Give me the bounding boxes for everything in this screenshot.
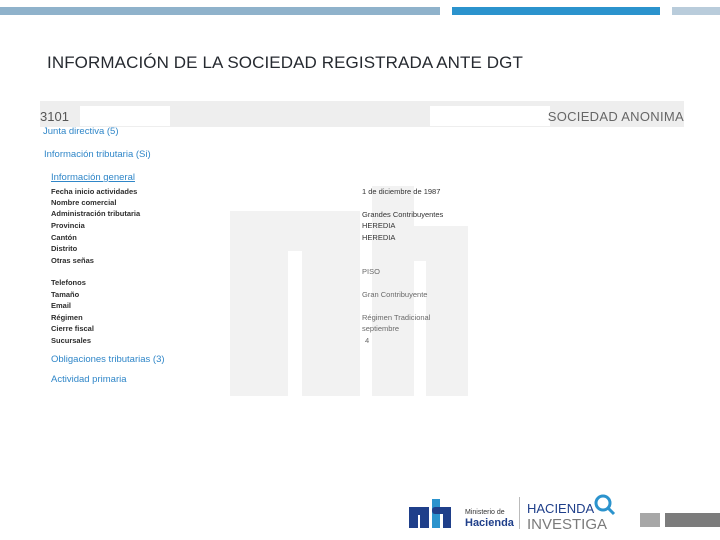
dgt-record-screenshot: [40, 101, 684, 391]
field-value: Régimen Tradicional: [362, 313, 431, 322]
field-label: Email: [51, 301, 72, 310]
hacienda-investiga-top: HACIENDA: [527, 501, 595, 516]
field-label: Cierre fiscal: [51, 324, 94, 333]
field-value: 4: [365, 336, 370, 345]
top-accent-bar-right: [672, 7, 720, 15]
actividad-primaria-link[interactable]: Actividad primaria: [51, 374, 127, 385]
field-label: Cantón: [51, 233, 77, 242]
footer-logos: [407, 493, 637, 533]
junta-directiva-link[interactable]: Junta directiva (5): [43, 126, 119, 137]
field-value: PISO: [362, 267, 380, 276]
top-accent-bar-middle: [452, 7, 660, 15]
field-value: HEREDIA: [362, 233, 396, 242]
field-label: Provincia: [51, 221, 85, 230]
field-label: Otras señas: [51, 256, 94, 265]
ministerio-line1: Ministerio de: [465, 509, 505, 516]
field-value: HEREDIA: [362, 221, 396, 230]
redacted-area: [80, 106, 170, 126]
cedula-number: 3101: [40, 109, 69, 124]
field-value: Grandes Contribuyentes: [362, 210, 444, 219]
hacienda-investiga-logo: [527, 496, 614, 533]
mh-watermark-logo: [230, 186, 490, 396]
hacienda-investiga-bottom: INVESTIGA: [527, 516, 608, 533]
slide-title: INFORMACIÓN DE LA SOCIEDAD REGISTRADA ANTE DGT: [47, 53, 523, 72]
field-label: Fecha inicio actividades: [51, 187, 138, 196]
field-value: 1 de diciembre de 1987: [362, 187, 441, 196]
obligaciones-link[interactable]: Obligaciones tributarias (3): [51, 354, 165, 365]
logo-divider: [519, 497, 520, 529]
field-label: Administración tributaria: [51, 209, 141, 218]
field-label: Régimen: [51, 313, 83, 322]
field-value: septiembre: [362, 324, 400, 333]
info-general-link[interactable]: Información general: [51, 172, 135, 183]
field-label: Nombre comercial: [51, 198, 117, 207]
field-label: Telefonos: [51, 278, 86, 287]
magnifier-icon: [596, 496, 610, 510]
company-type: SOCIEDAD ANONIMA: [547, 109, 684, 124]
field-label: Tamaño: [51, 290, 80, 299]
ministerio-line2: Hacienda: [465, 517, 514, 529]
field-label: Sucursales: [51, 336, 92, 345]
top-accent-bar-left: [0, 7, 440, 15]
field-value: Gran Contribuyente: [362, 290, 428, 299]
ministerio-hacienda-logo: [409, 499, 515, 529]
record-header: [40, 101, 684, 127]
footer-square-light: [640, 513, 660, 527]
redacted-area: [430, 106, 550, 126]
field-label: Distrito: [51, 244, 78, 253]
info-tributaria-link[interactable]: Información tributaria (Si): [44, 149, 151, 160]
footer-square-dark: [665, 513, 720, 527]
